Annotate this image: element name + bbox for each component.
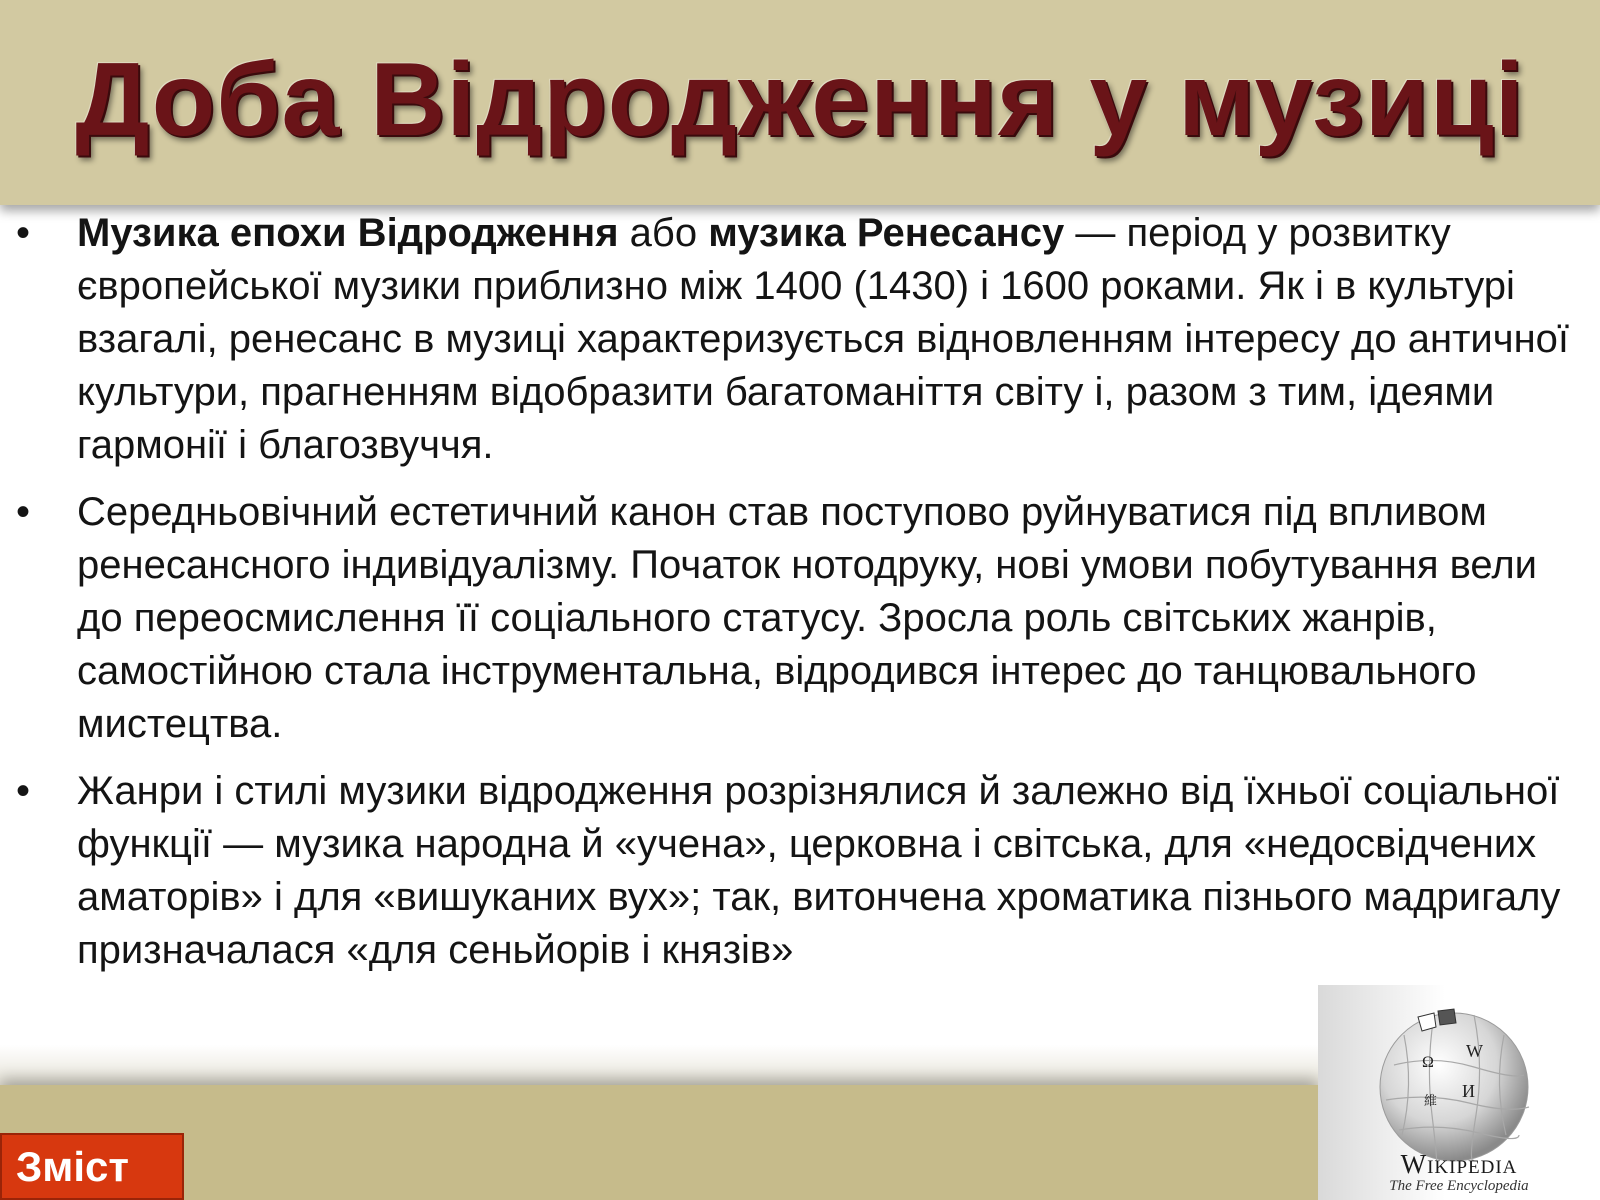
contents-button[interactable]: Зміст [0,1133,184,1200]
omega-glyph: Ω [1422,1054,1434,1071]
bullet-text: або [618,211,709,255]
bold-term: музика Ренесансу [708,211,1065,255]
bullet-text: — період у розвитку європейської музики приблизно між 1400 (1430) і 1600 роками. Як і в культурі взагалі, ренесанс в музиці характеризується відновленням інтересу до античної культури, прагненням відобразити багатоманіття світу і, разом з тим, ідеями гармонії і благозвуччя. [77,211,1570,467]
wikipedia-wordmark: Wikipedia [1400,1149,1518,1179]
bullet-marker: • [16,490,31,534]
bullet-marker: • [16,211,31,255]
wei-glyph: 維 [1424,1094,1438,1109]
title-bar [0,0,1600,205]
bullet-item [0,207,1575,472]
slide-content [0,207,1575,991]
bullet-text: Жанри і стилі музики відродження розрізнялися й залежно від їхньої соціальної функції — музика народна й «учена», церковна і світська, для «недосвідчених аматорів» і для «вишуканих вух»; так, витончена хроматика пізнього мадригалу призначалася «для сеньйорів і князів» [77,769,1561,972]
bullet-marker: • [16,769,31,813]
footer-fade [0,1045,1318,1085]
footer-bar [0,1085,1318,1200]
bullet-list [0,207,1575,977]
bullet-item [0,486,1575,751]
wikipedia-logo [1318,985,1600,1200]
bold-term: Музика епохи Відродження [77,211,619,255]
bullet-text: Середньовічний естетичний канон став поступово руйнуватися під впливом ренесансного індивідуалізму. Початок нотодруку, нові умови побутування вели до переосмислення її соціального статусу. Зросла роль світських жанрів, самостійною стала інструментальна, відродився інтерес до танцювального мистецтва. [77,490,1537,746]
slide-title: Доба Відродження у музиці [75,42,1525,158]
w-glyph: W [1466,1041,1483,1061]
bullet-item [0,765,1575,977]
wikipedia-globe-icon [1374,1005,1534,1165]
wikipedia-tagline: The Free Encyclopedia [1389,1178,1529,1194]
i-cyrillic-glyph: И [1462,1081,1475,1101]
